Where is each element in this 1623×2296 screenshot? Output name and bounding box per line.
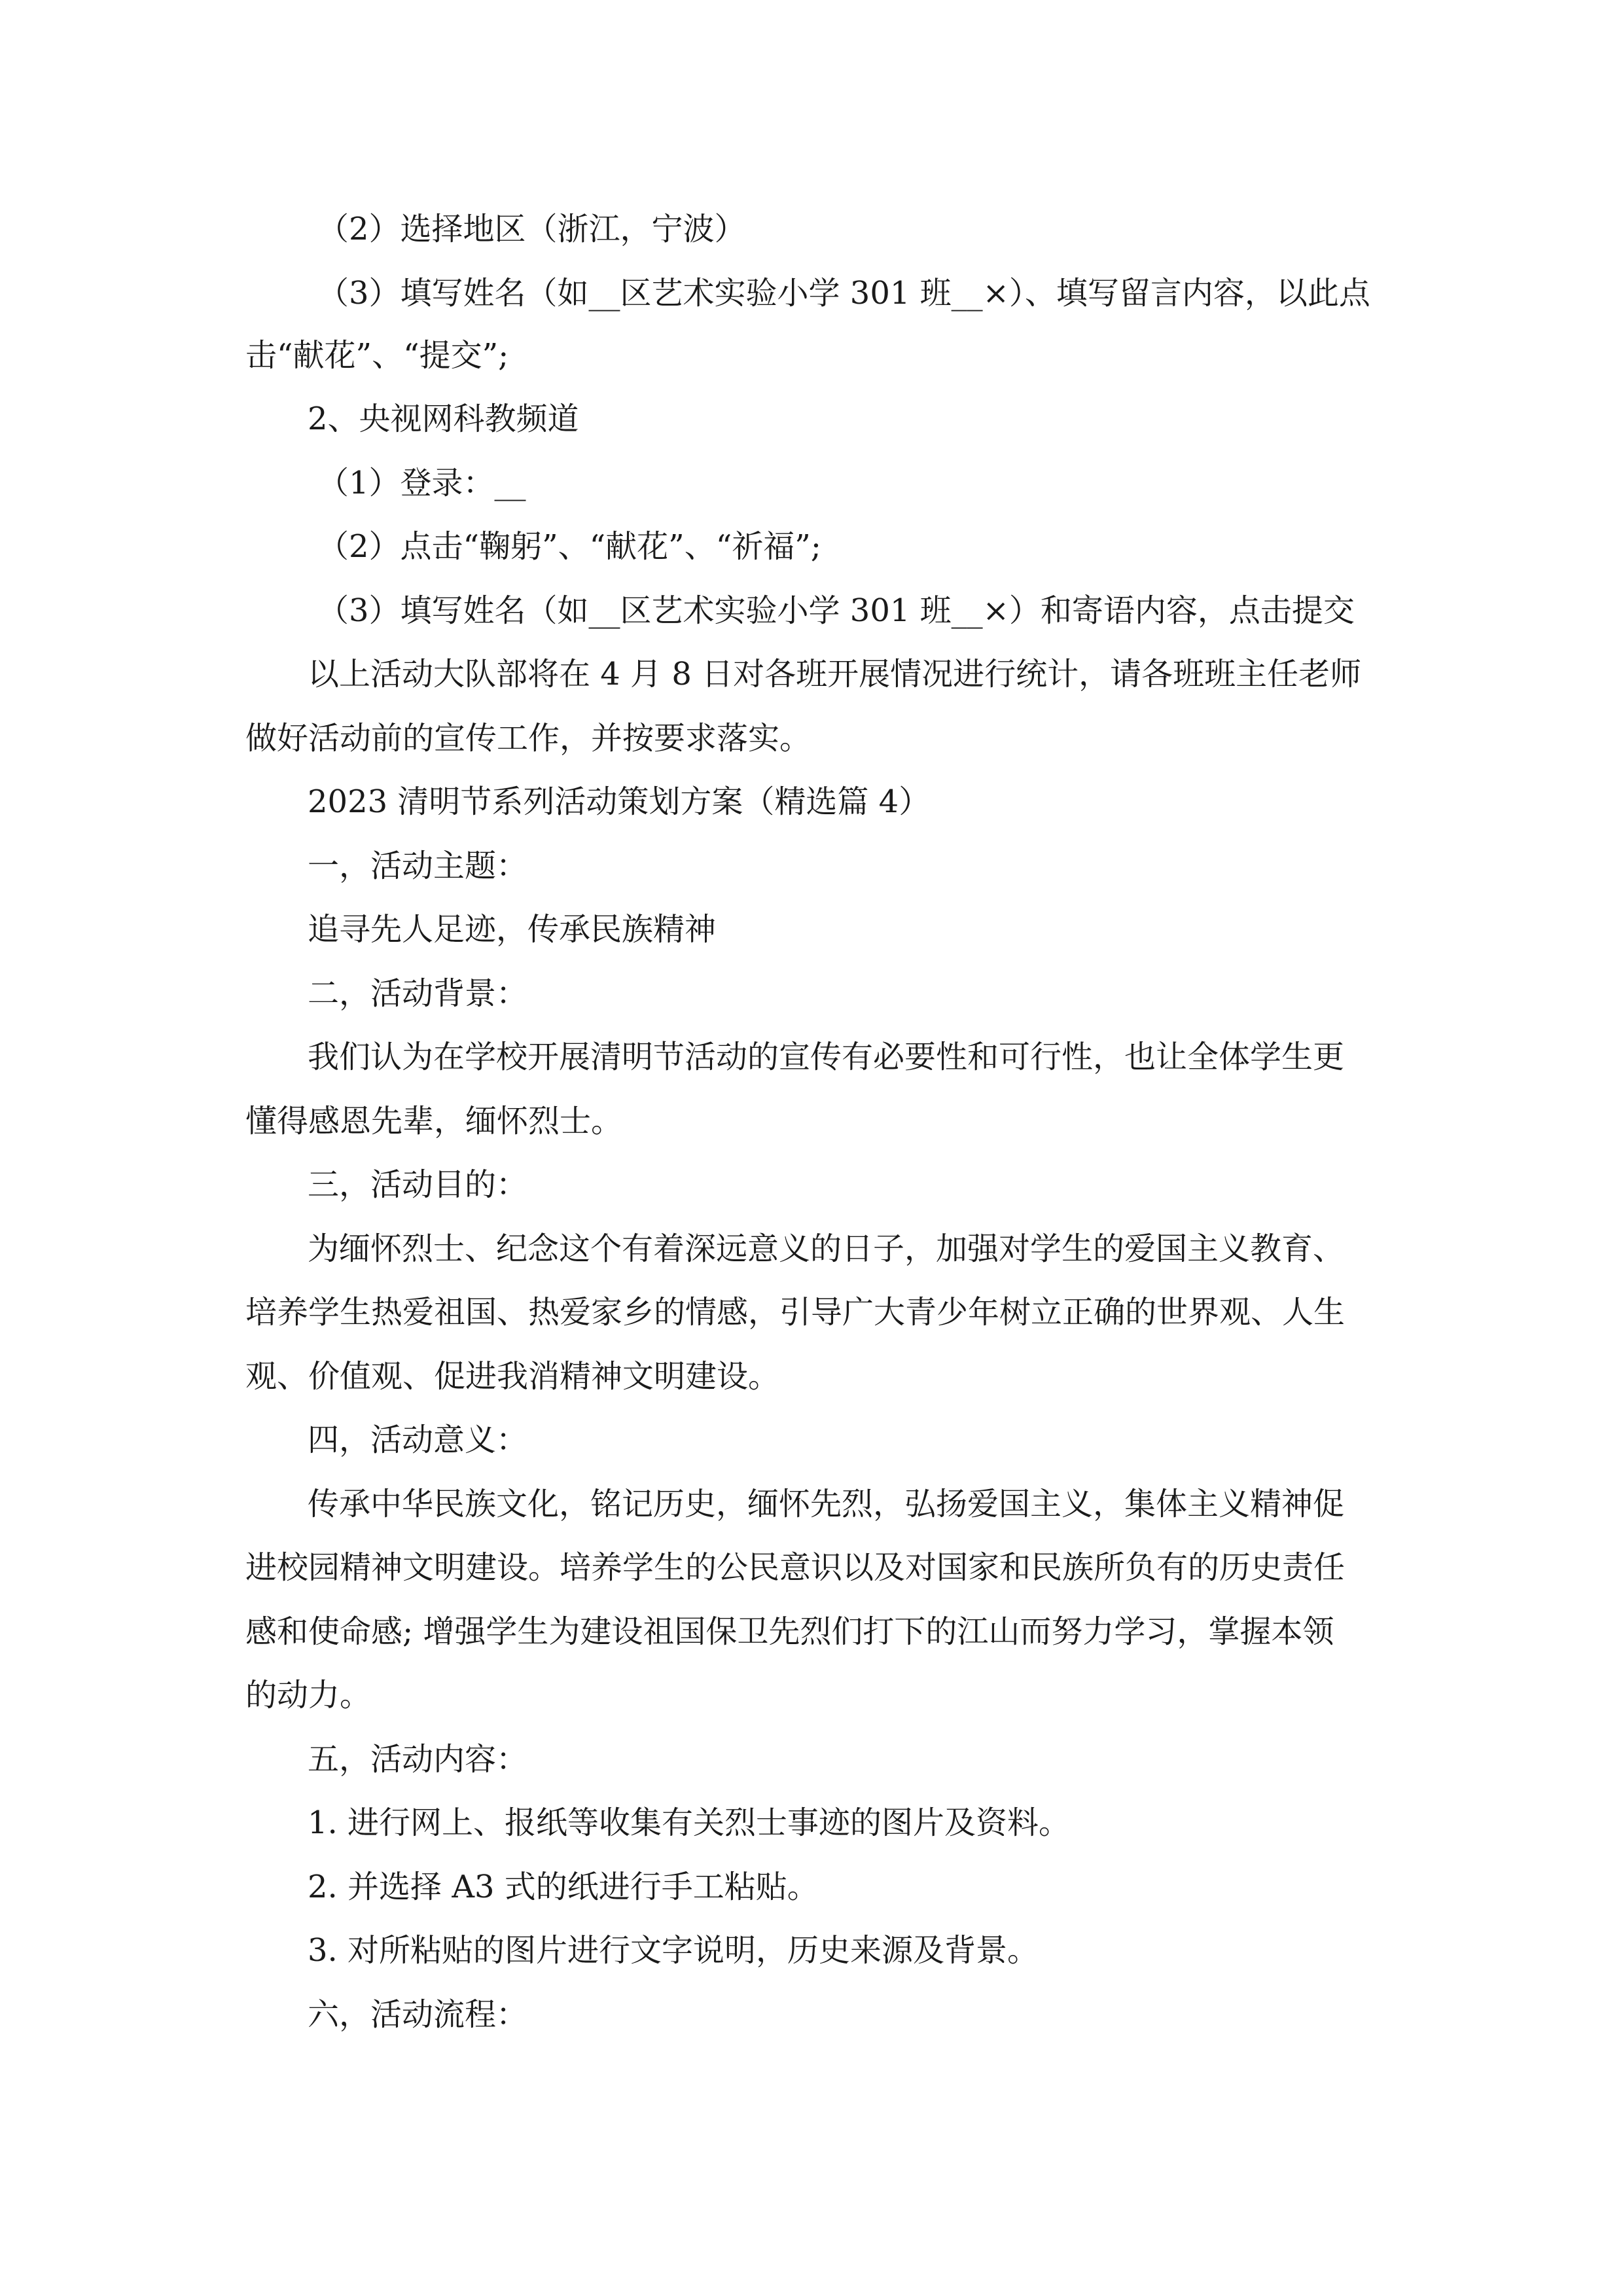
section-heading: 五，活动内容： (308, 1741, 528, 1778)
text-line: （1）登录：__ (317, 465, 526, 501)
text-line: （3）填写姓名（如__区艺术实验小学 301 班__×）和寄语内容，点击提交 (317, 592, 1355, 629)
section-heading: 一，活动主题： (308, 848, 528, 884)
text-line: （2）选择地区（浙江，宁波） (317, 211, 746, 247)
text-line: 以上活动大队部将在 4 月 8 日对各班开展情况进行统计，请各班班主任老师 (308, 656, 1362, 692)
list-item: 1. 进行网上、报纸等收集有关烈士事迹的图片及资料。 (308, 1804, 1071, 1841)
list-item: 3. 对所粘贴的图片进行文字说明，历史来源及背景。 (308, 1932, 1039, 1969)
text-line: 进校园精神文明建设。培养学生的公民意识以及对国家和民族所负有的历史责任 (245, 1549, 1346, 1586)
text-line: 为缅怀烈士、纪念这个有着深远意义的日子，加强对学生的爱国主义教育、 (308, 1230, 1345, 1267)
text-line: 观、价值观、促进我消精神文明建设。 (245, 1358, 780, 1395)
section-heading: 2023 清明节系列活动策划方案（精选篇 4） (308, 783, 931, 820)
list-item: 2. 并选择 A3 式的纸进行手工粘贴。 (308, 1869, 819, 1905)
text-line: 我们认为在学校开展清明节活动的宣传有必要性和可行性，也让全体学生更 (308, 1039, 1345, 1075)
text-line: （2）点击“鞠躬”、“献花”、“祈福”; (317, 528, 821, 565)
text-line: 做好活动前的宣传工作，并按要求落实。 (245, 720, 812, 757)
text-line: 传承中华民族文化，铭记历史，缅怀先烈，弘扬爱国主义，集体主义精神促 (308, 1486, 1345, 1522)
text-line: 的动力。 (245, 1677, 372, 1713)
text-line: 感和使命感; 增强学生为建设祖国保卫先烈们打下的江山而努力学习，掌握本领 (245, 1613, 1334, 1650)
section-heading: 六，活动流程： (308, 1996, 528, 2033)
section-heading: 三，活动目的： (308, 1166, 528, 1203)
section-heading: 四，活动意义： (308, 1422, 528, 1458)
section-heading: 二，活动背景： (308, 975, 528, 1012)
text-line: 懂得感恩先辈，缅怀烈士。 (245, 1103, 623, 1139)
text-line: 培养学生热爱祖国、热爱家乡的情感，引导广大青少年树立正确的世界观、人生 (245, 1294, 1346, 1331)
text-line: 追寻先人足迹，传承民族精神 (308, 911, 717, 948)
text-line: （3）填写姓名（如__区艺术实验小学 301 班__×）、填写留言内容，以此点 (317, 275, 1370, 312)
text-line: 击“献花”、“提交”; (245, 337, 509, 374)
text-line: 2、央视网科教频道 (308, 401, 579, 437)
